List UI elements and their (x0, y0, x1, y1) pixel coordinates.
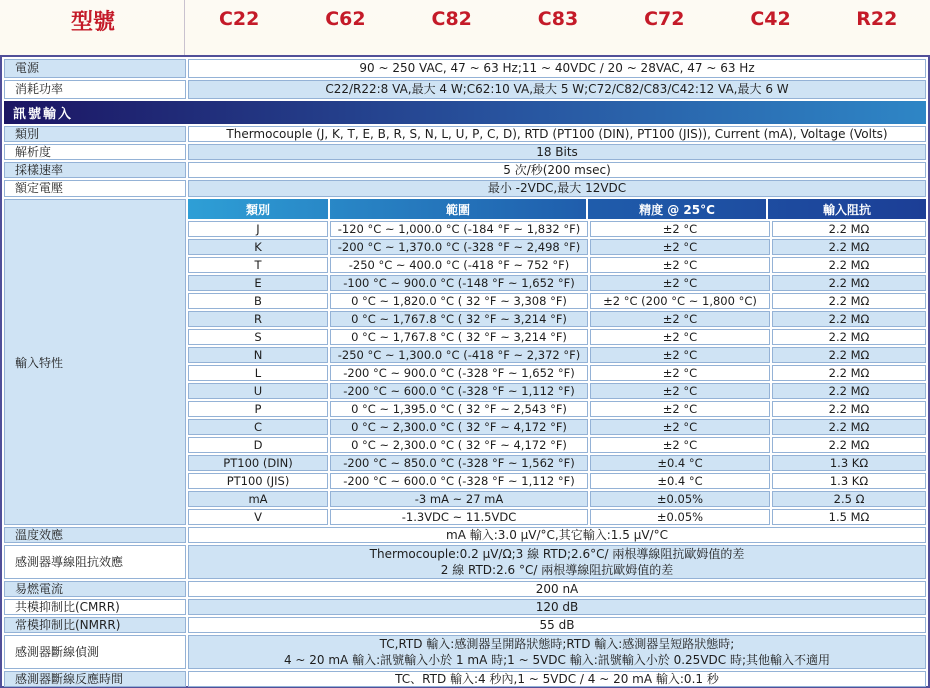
spec-row-label: 易燃電流 (4, 581, 186, 597)
input-type-cell: S (188, 329, 328, 345)
input-accuracy-cell: ±2 °C (590, 275, 770, 291)
input-table-row (188, 419, 926, 435)
spec-row (4, 59, 926, 78)
input-characteristics-row (4, 199, 926, 525)
input-accuracy-cell: ±2 °C (590, 419, 770, 435)
spec-row-label: 感測器導線阻抗效應 (4, 545, 186, 579)
model-name: C62 (325, 8, 366, 30)
spec-row (4, 545, 926, 579)
input-table-row (188, 401, 926, 417)
spec-row-label: 採樣速率 (4, 162, 186, 178)
spec-row-value (188, 545, 926, 579)
spec-row-value (188, 617, 926, 633)
input-accuracy-cell: ±2 °C (590, 257, 770, 273)
input-table-column-header: 範圍 (328, 199, 586, 219)
spec-value-line: Thermocouple:0.2 μV/Ω;3 線 RTD;2.6°C/ 兩根導線阻抗歐姆值的差 (369, 547, 745, 561)
input-table-row (188, 509, 926, 525)
input-type-cell: V (188, 509, 328, 525)
model-header-label: 型號 (70, 10, 115, 35)
model-name: C83 (537, 8, 579, 30)
input-table-row (188, 293, 926, 309)
input-accuracy-cell: ±0.4 °C (590, 473, 770, 489)
input-range-cell: -200 °C ~ 600.0 °C (-328 °F ~ 1,112 °F) (330, 473, 588, 489)
input-impedance-cell: 2.2 MΩ (772, 311, 926, 327)
input-range-cell: -200 °C ~ 900.0 °C (-328 °F ~ 1,652 °F) (330, 365, 588, 381)
input-range-cell: -120 °C ~ 1,000.0 °C (-184 °F ~ 1,832 °F) (330, 221, 588, 237)
input-accuracy-cell: ±2 °C (590, 239, 770, 255)
input-type-cell: B (188, 293, 328, 309)
input-range-cell: -200 °C ~ 1,370.0 °C (-328 °F ~ 2,498 °F) (330, 239, 588, 255)
input-type-cell: C (188, 419, 328, 435)
input-table-row (188, 257, 926, 273)
input-table-row (188, 221, 926, 237)
input-impedance-cell: 1.5 MΩ (772, 509, 926, 525)
spec-row (4, 144, 926, 160)
spec-value-line: 18 Bits (536, 144, 578, 159)
input-range-cell: 0 °C ~ 1,395.0 °C ( 32 °F ~ 2,543 °F) (330, 401, 588, 417)
spec-row (4, 80, 926, 99)
input-type-cell: mA (188, 491, 328, 507)
spec-value-line: Thermocouple (J, K, T, E, B, R, S, N, L, U, P, C, D), RTD (PT100 (DIN), PT100 (JIS)), Current (mA), Voltage (Volts) (226, 126, 888, 141)
input-impedance-cell: 2.2 MΩ (772, 221, 926, 237)
input-impedance-cell: 2.2 MΩ (772, 365, 926, 381)
input-range-cell: -3 mA ~ 27 mA (330, 491, 588, 507)
model-list (186, 0, 930, 55)
input-impedance-cell: 2.2 MΩ (772, 401, 926, 417)
spec-row (4, 527, 926, 543)
input-table-row (188, 347, 926, 363)
spec-row (4, 671, 926, 687)
spec-row-label: 感測器斷線偵測 (4, 635, 186, 669)
input-table-row (188, 383, 926, 399)
input-table-row (188, 329, 926, 345)
spec-row (4, 599, 926, 615)
spec-row (4, 617, 926, 633)
spec-row-label: 感測器斷線反應時間 (4, 671, 186, 687)
input-table-row (188, 311, 926, 327)
spec-value-line: 90 ~ 250 VAC, 47 ~ 63 Hz;11 ~ 40VDC / 20 ~ 28VAC, 47 ~ 63 Hz (359, 61, 755, 75)
input-impedance-cell: 1.3 KΩ (772, 473, 926, 489)
input-range-cell: 0 °C ~ 2,300.0 °C ( 32 °F ~ 4,172 °F) (330, 419, 588, 435)
model-name: C42 (750, 8, 791, 30)
spec-row-value (188, 599, 926, 615)
input-table-row (188, 455, 926, 471)
input-range-cell: -250 °C ~ 400.0 °C (-418 °F ~ 752 °F) (330, 257, 588, 273)
input-impedance-cell: 2.2 MΩ (772, 383, 926, 399)
input-table-column-header: 精度 @ 25°C (586, 199, 766, 219)
input-impedance-cell: 2.2 MΩ (772, 293, 926, 309)
input-impedance-cell: 2.2 MΩ (772, 257, 926, 273)
input-table-row (188, 239, 926, 255)
input-table-header (188, 199, 926, 219)
input-accuracy-cell: ±0.05% (590, 491, 770, 507)
input-type-cell: R (188, 311, 328, 327)
input-table-row (188, 275, 926, 291)
input-type-cell: L (188, 365, 328, 381)
spec-row-value (188, 80, 926, 99)
input-impedance-cell: 2.2 MΩ (772, 437, 926, 453)
spec-table (0, 55, 930, 688)
input-table-row (188, 491, 926, 507)
input-accuracy-cell: ±2 °C (590, 401, 770, 417)
input-impedance-cell: 2.2 MΩ (772, 347, 926, 363)
input-impedance-cell: 2.5 Ω (772, 491, 926, 507)
input-table-column-header: 類別 (245, 202, 270, 217)
spec-row-label: 額定電壓 (4, 180, 186, 197)
input-table-column-header: 輸入阻抗 (766, 199, 926, 219)
spec-row (4, 162, 926, 178)
model-name: C22 (218, 8, 260, 30)
section-header-signal-input: 訊號輸入 (4, 101, 926, 124)
spec-row-label: 消耗功率 (4, 80, 186, 99)
input-accuracy-cell: ±2 °C (590, 329, 770, 345)
header-divider (184, 0, 185, 55)
input-impedance-cell: 1.3 KΩ (772, 455, 926, 471)
input-impedance-cell: 2.2 MΩ (772, 419, 926, 435)
input-range-cell: -200 °C ~ 850.0 °C (-328 °F ~ 1,562 °F) (330, 455, 588, 471)
input-type-cell: J (188, 221, 328, 237)
spec-value-line: mA 輸入:3.0 μV/°C,其它輸入:1.5 μV/°C (446, 527, 668, 542)
input-impedance-cell: 2.2 MΩ (772, 275, 926, 291)
input-characteristics-table (188, 199, 926, 525)
spec-row-label: 溫度效應 (4, 527, 186, 543)
input-impedance-cell: 2.2 MΩ (772, 329, 926, 345)
spec-value-line: 4 ~ 20 mA 輸入:訊號輸入小於 1 mA 時;1 ~ 5VDC 輸入:訊號輸入小於 0.25VDC 時;其他輸入不適用 (283, 653, 831, 667)
model-name: R22 (856, 8, 898, 30)
input-accuracy-cell: ±2 °C (200 °C ~ 1,800 °C) (590, 293, 770, 309)
spec-value-line: 200 nA (535, 581, 579, 596)
input-accuracy-cell: ±2 °C (590, 437, 770, 453)
input-range-cell: 0 °C ~ 1,767.8 °C ( 32 °F ~ 3,214 °F) (330, 329, 588, 345)
spec-row-value (188, 581, 926, 597)
spec-row-label: 解析度 (4, 144, 186, 160)
model-name: C72 (644, 8, 685, 30)
spec-row-label: 共模抑制比(CMRR) (4, 599, 186, 615)
input-characteristics-label: 輸入特性 (4, 199, 186, 525)
input-range-cell: 0 °C ~ 2,300.0 °C ( 32 °F ~ 4,172 °F) (330, 437, 588, 453)
spec-row-label: 電源 (4, 59, 186, 78)
spec-row-value (188, 59, 926, 78)
model-header (0, 0, 930, 55)
spec-value-line: 55 dB (539, 617, 575, 632)
spec-row (4, 581, 926, 597)
spec-row-value (188, 671, 926, 687)
input-range-cell: -200 °C ~ 600.0 °C (-328 °F ~ 1,112 °F) (330, 383, 588, 399)
spec-row-label: 常模抑制比(NMRR) (4, 617, 186, 633)
spec-value-line: 最小 -2VDC,最大 12VDC (487, 181, 627, 195)
input-table-row (188, 365, 926, 381)
input-range-cell: -100 °C ~ 900.0 °C (-148 °F ~ 1,652 °F) (330, 275, 588, 291)
input-accuracy-cell: ±2 °C (590, 365, 770, 381)
model-name: C82 (431, 8, 472, 30)
spec-value-line: TC、RTD 輸入:4 秒內,1 ~ 5VDC / 4 ~ 20 mA 輸入:0.1 秒 (395, 671, 719, 686)
spec-row-value (188, 162, 926, 178)
input-accuracy-cell: ±2 °C (590, 221, 770, 237)
input-type-cell: D (188, 437, 328, 453)
input-type-cell: P (188, 401, 328, 417)
spec-row (4, 126, 926, 142)
input-table-row (188, 437, 926, 453)
input-range-cell: 0 °C ~ 1,820.0 °C ( 32 °F ~ 3,308 °F) (330, 293, 588, 309)
input-range-cell: 0 °C ~ 1,767.8 °C ( 32 °F ~ 3,214 °F) (330, 311, 588, 327)
spec-row (4, 635, 926, 669)
input-type-cell: PT100 (JIS) (188, 473, 328, 489)
input-accuracy-cell: ±0.4 °C (590, 455, 770, 471)
input-accuracy-cell: ±0.05% (590, 509, 770, 525)
input-table-row (188, 473, 926, 489)
input-type-cell: N (188, 347, 328, 363)
spec-value-line: 2 線 RTD:2.6 °C/ 兩根導線阻抗歐姆值的差 (440, 563, 674, 577)
spec-value-line: TC,RTD 輸入:感測器呈開路狀態時;RTD 輸入:感測器呈短路狀態時; (379, 637, 735, 651)
spec-row-value (188, 180, 926, 197)
spec-row-value (188, 527, 926, 543)
input-type-cell: K (188, 239, 328, 255)
input-accuracy-cell: ±2 °C (590, 383, 770, 399)
input-range-cell: -1.3VDC ~ 11.5VDC (330, 509, 588, 525)
input-impedance-cell: 2.2 MΩ (772, 239, 926, 255)
input-accuracy-cell: ±2 °C (590, 311, 770, 327)
spec-value-line: 5 次/秒(200 msec) (503, 162, 611, 177)
spec-row-label: 類別 (4, 126, 186, 142)
spec-value-line: 120 dB (535, 599, 579, 614)
spec-row-value (188, 126, 926, 142)
spec-row-value (188, 144, 926, 160)
input-type-cell: PT100 (DIN) (188, 455, 328, 471)
input-type-cell: U (188, 383, 328, 399)
input-type-cell: E (188, 275, 328, 291)
input-range-cell: -250 °C ~ 1,300.0 °C (-418 °F ~ 2,372 °F) (330, 347, 588, 363)
spec-row (4, 180, 926, 197)
spec-row-value (188, 635, 926, 669)
spec-value-line: C22/R22:8 VA,最大 4 W;C62:10 VA,最大 5 W;C72/C82/C83/C42:12 VA,最大 6 W (325, 82, 789, 96)
input-type-cell: T (188, 257, 328, 273)
input-accuracy-cell: ±2 °C (590, 347, 770, 363)
